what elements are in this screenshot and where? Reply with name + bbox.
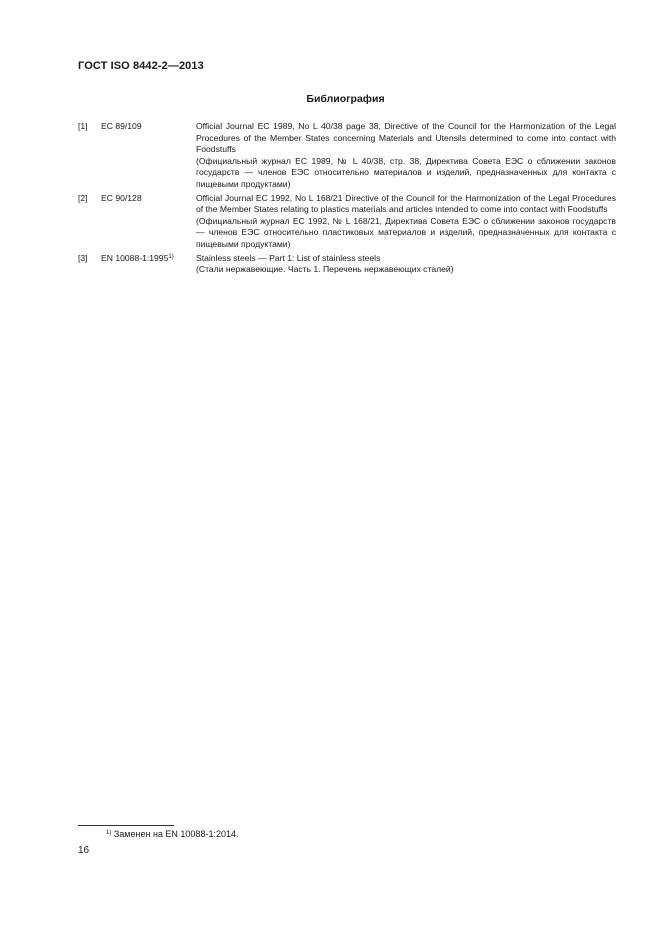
entry-code-text: EC 90/128	[101, 192, 142, 203]
bibliography-entry-2	[78, 193, 616, 251]
entry-russian-text: (Официальный журнал ЕС 1989, № L 40/38, стр. 38, Директива Совета ЕЭС о сближении законов государств — членов ЕЭС относительно материалов и изделий, предназначенных для контакта с пищевыми продуктами)	[196, 155, 616, 189]
bibliography-title: Библиография	[306, 93, 385, 105]
entry-number: [3]	[78, 252, 88, 263]
entry-description	[196, 193, 616, 251]
document-header: ГОСТ ISO 8442-2—2013	[78, 60, 204, 72]
entry-english-text: Official Journal EC 1989, No L 40/38 page 38, Directive of the Council for the Harmonization of the Legal Procedures of the Member States concerning Materials and Utensils determined to come into contact with Foodstuffs	[196, 121, 616, 155]
entry-code-text: EN 10088-1:1995	[101, 252, 169, 263]
entry-russian-text: (Стали нержавеющие. Часть 1. Перечень нержавеющих сталей)	[196, 264, 454, 275]
page-number: 16	[78, 845, 90, 856]
bibliography-entry-3	[78, 253, 616, 276]
entry-english-text: Stainless steels — Part 1: List of stainless steels	[196, 252, 381, 263]
entry-number: [2]	[78, 192, 88, 203]
entry-footnote-marker: 1)	[168, 253, 174, 260]
footnote-marker: 1)	[106, 830, 112, 836]
entry-number: [1]	[78, 121, 88, 131]
entry-description	[196, 253, 616, 276]
entry-russian-text: (Официальный журнал ЕС 1992, № L 168/21, Директива Совета ЕЭС о сближении законов государств — членов ЕЭС относительно пластиковых материалов и изделий, предназначенных для контакта с пищевыми продуктами)	[196, 215, 616, 249]
footnote-divider	[78, 825, 174, 826]
footnote-text: Заменен на EN 10088-1:2014.	[113, 829, 239, 839]
entry-code	[101, 121, 142, 133]
entry-description	[196, 121, 616, 191]
bibliography-entry-1	[78, 121, 616, 191]
entry-code-text: EC 89/109	[101, 121, 142, 131]
entry-code	[101, 253, 174, 265]
entry-code	[101, 193, 142, 205]
footnote	[106, 828, 238, 840]
entry-english-text: Official Journal EC 1992, No L 168/21 Directive of the Council for the Harmonization of the Legal Procedures of the Member States relating to plastics materials and articles intended to come into contact with Foodstuffs	[196, 192, 616, 215]
bibliography-list	[78, 121, 616, 278]
